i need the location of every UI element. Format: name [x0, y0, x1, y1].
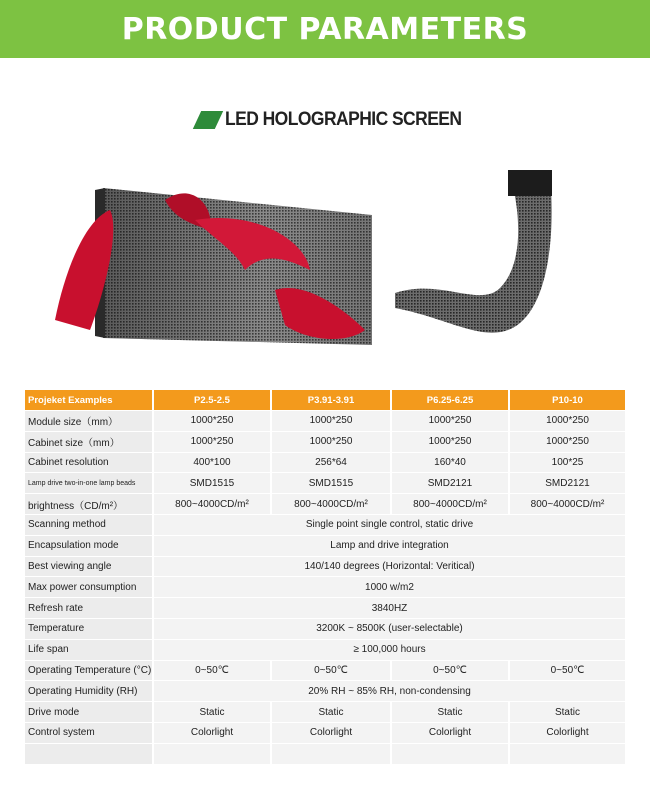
subtitle-text: LED HOLOGRAPHIC SCREEN: [225, 109, 462, 130]
value-cell: 0~50℃: [153, 660, 271, 681]
row-label-cell: Life span: [25, 639, 153, 660]
value-cell: 800~4000CD/m²: [153, 494, 271, 515]
table-row: [25, 618, 626, 639]
page-title: PRODUCT PARAMETERS: [121, 11, 529, 47]
value-cell: SMD2121: [391, 473, 509, 494]
value-cell: 100*25: [509, 452, 626, 473]
row-label-cell: Lamp drive two-in-one lamp beads: [25, 473, 153, 494]
value-cell: Static: [271, 702, 391, 723]
table-row: [25, 411, 626, 432]
row-label-cell: Cabinet resolution: [25, 452, 153, 473]
value-cell: 1000*250: [391, 431, 509, 452]
value-cell: 1000*250: [153, 431, 271, 452]
led-screen-panel-image: [45, 180, 385, 345]
value-cell: Static: [509, 702, 626, 723]
value-cell: Colorlight: [271, 722, 391, 743]
table-row: [25, 431, 626, 452]
value-cell: SMD1515: [153, 473, 271, 494]
value-cell: 400*100: [153, 452, 271, 473]
curved-led-screen-image: [390, 168, 560, 368]
value-cell: Colorlight: [153, 722, 271, 743]
header-model-cell: P6.25-6.25: [391, 390, 509, 411]
value-cell: SMD2121: [509, 473, 626, 494]
value-cell: [391, 743, 509, 764]
value-cell: Colorlight: [509, 722, 626, 743]
value-cell: 160*40: [391, 452, 509, 473]
value-cell: 1000*250: [509, 431, 626, 452]
table-row: [25, 514, 626, 535]
value-cell: Colorlight: [391, 722, 509, 743]
merged-value-cell: 3840HZ: [153, 598, 626, 619]
merged-value-cell: Single point single control, static drive: [153, 514, 626, 535]
value-cell: 800~4000CD/m²: [271, 494, 391, 515]
table-row: [25, 722, 626, 743]
merged-value-cell: 140/140 degrees (Horizontal: Veritical): [153, 556, 626, 577]
value-cell: [509, 743, 626, 764]
row-label-cell: Max power consumption: [25, 577, 153, 598]
value-cell: Static: [153, 702, 271, 723]
value-cell: 1000*250: [509, 411, 626, 432]
merged-value-cell: ≥ 100,000 hours: [153, 639, 626, 660]
header-label-cell: Projeket Examples: [25, 390, 153, 411]
value-cell: 256*64: [271, 452, 391, 473]
row-label-cell: Cabinet size（mm）: [25, 431, 153, 452]
row-label-cell: [25, 743, 153, 764]
value-cell: 1000*250: [271, 431, 391, 452]
value-cell: 1000*250: [271, 411, 391, 432]
table-row: [25, 556, 626, 577]
table-row: [25, 598, 626, 619]
row-label-cell: Operating Humidity (RH): [25, 681, 153, 702]
header-model-cell: P3.91-3.91: [271, 390, 391, 411]
value-cell: 800~4000CD/m²: [509, 494, 626, 515]
title-banner: [0, 0, 650, 58]
merged-value-cell: 1000 w/m2: [153, 577, 626, 598]
table-row: [25, 473, 626, 494]
row-label-cell: Control system: [25, 722, 153, 743]
value-cell: [153, 743, 271, 764]
merged-value-cell: 20% RH ~ 85% RH, non-condensing: [153, 681, 626, 702]
row-label-cell: Refresh rate: [25, 598, 153, 619]
value-cell: 1000*250: [391, 411, 509, 432]
table-row: [25, 702, 626, 723]
green-slash-logo-icon: [193, 111, 223, 129]
table-row: [25, 494, 626, 515]
table-row: [25, 681, 626, 702]
value-cell: SMD1515: [271, 473, 391, 494]
value-cell: Static: [391, 702, 509, 723]
value-cell: 0~50℃: [391, 660, 509, 681]
merged-value-cell: 3200K ~ 8500K (user-selectable): [153, 618, 626, 639]
table-header-row: [25, 390, 626, 411]
table-row: [25, 577, 626, 598]
table-row: [25, 452, 626, 473]
merged-value-cell: Lamp and drive integration: [153, 535, 626, 556]
table-row: [25, 660, 626, 681]
header-model-cell: P2.5-2.5: [153, 390, 271, 411]
row-label-cell: Operating Temperature (°C): [25, 660, 153, 681]
value-cell: 0~50℃: [509, 660, 626, 681]
value-cell: [271, 743, 391, 764]
table-row: [25, 743, 626, 764]
row-label-cell: Temperature: [25, 618, 153, 639]
value-cell: 0~50℃: [271, 660, 391, 681]
value-cell: 800~4000CD/m²: [391, 494, 509, 515]
header-model-cell: P10-10: [509, 390, 626, 411]
table-row: [25, 639, 626, 660]
row-label-cell: Drive mode: [25, 702, 153, 723]
row-label-cell: brightness（CD/m²）: [25, 494, 153, 515]
product-subtitle: [197, 108, 482, 132]
value-cell: 1000*250: [153, 411, 271, 432]
row-label-cell: Scanning method: [25, 514, 153, 535]
row-label-cell: Best viewing angle: [25, 556, 153, 577]
row-label-cell: Encapsulation mode: [25, 535, 153, 556]
product-parameters-table: [25, 390, 627, 765]
row-label-cell: Module size（mm）: [25, 411, 153, 432]
table-row: [25, 535, 626, 556]
